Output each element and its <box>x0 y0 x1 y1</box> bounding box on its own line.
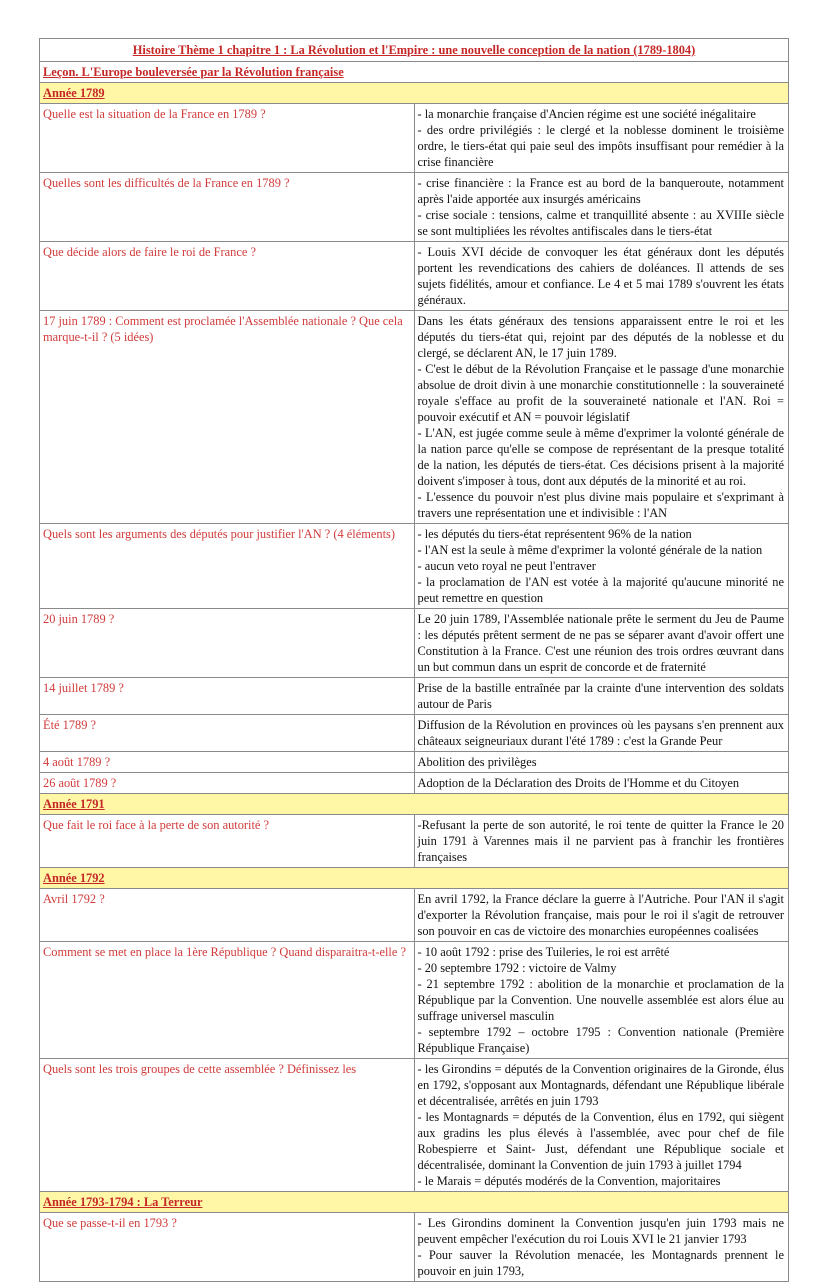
table-row <box>40 242 789 311</box>
answer-line: Abolition des privilèges <box>417 755 537 769</box>
question-cell: Avril 1792 ? <box>40 889 415 942</box>
answer-cell <box>414 1059 789 1192</box>
answer-cell <box>414 1213 789 1282</box>
answer-line: - septembre 1792 – octobre 1795 : Convention nationale (Première République Française) <box>417 1025 784 1055</box>
answer-cell <box>414 752 789 773</box>
answer-cell <box>414 104 789 173</box>
answer-cell <box>414 942 789 1059</box>
answer-cell <box>414 311 789 524</box>
answer-line: Dans les états généraux des tensions apparaissent entre le roi et les députés du tiers-état qui, rejoint par des députés de la noblesse et du clergé, se déclarent AN, le 17 juin 1789. <box>417 314 784 360</box>
answer-line: Diffusion de la Révolution en provinces où les paysans s'en prennent aux châteaux seigneuriaux durant l'été 1789 : c'est la Grande Peur <box>417 718 784 748</box>
question-cell: 20 juin 1789 ? <box>40 609 415 678</box>
answer-cell <box>414 773 789 794</box>
year-heading-row <box>40 868 789 889</box>
table-row <box>40 752 789 773</box>
answer-cell <box>414 815 789 868</box>
answer-line: - les Girondins = députés de la Convention originaires de la Gironde, élus en 1792, s'opposant aux Montagnards, défendant une République libérale et décentralisée, arrêtés en juin 1793 <box>417 1062 784 1108</box>
answer-line: - C'est le début de la Révolution Française et le passage d'une monarchie absolue de droit divin à une monarchie constitutionnelle : la souveraineté royale s'efface au profit de la souveraineté nationale et l'AN. Roi = pouvoir exécutif et AN = pouvoir législatif <box>417 362 784 424</box>
table-row <box>40 773 789 794</box>
table-row <box>40 1059 789 1192</box>
lesson-table-body <box>40 39 789 1282</box>
answer-cell <box>414 173 789 242</box>
answer-line: - L'AN, est jugée comme seule à même d'exprimer la volonté générale de la nation parce qu'elle se compose de représentant de la presque totalité de la nation, les députés de tiers-état. Ces décisions prisent à la majorité doivent s'imposer à tous, dont aux députés de la minorité et au roi. <box>417 426 784 488</box>
answer-line: En avril 1792, la France déclare la guerre à l'Autriche. Pour l'AN il s'agit d'exporter la Révolution française, mais pour le roi il s'agit de retrouver son pouvoir en cas de victoire des monarchies européennes coalisées <box>417 892 784 938</box>
answer-line: - les Montagnards = députés de la Convention, élus en 1792, qui siègent aux gradins les plus élevés à l'assemblée, avec pour chef de file Robespierre et Saint- Just, défendant une République sociale et décentralisée, dominant la Convention de juin 1793 à juillet 1794 <box>417 1110 784 1172</box>
question-cell: Que se passe-t-il en 1793 ? <box>40 1213 415 1282</box>
answer-line: - la proclamation de l'AN est votée à la majorité qu'aucune minorité ne peut remettre en question <box>417 575 784 605</box>
table-row <box>40 815 789 868</box>
answer-line: - L'essence du pouvoir n'est plus divine mais populaire et s'exprimant à travers une représentation une et indivisible : l'AN <box>417 490 784 520</box>
answer-line: - Pour sauver la Révolution menacée, les Montagnards prennent le pouvoir en juin 1793, <box>417 1248 784 1278</box>
answer-line: Adoption de la Déclaration des Droits de l'Homme et du Citoyen <box>417 776 740 790</box>
answer-line: - 21 septembre 1792 : abolition de la monarchie et proclamation de la République par la Convention. Une nouvelle assemblée est alors élue au suffrage universel masculin <box>417 977 784 1023</box>
answer-line: - l'AN est la seule à même d'exprimer la volonté générale de la nation <box>417 543 763 557</box>
question-cell: Quels sont les arguments des députés pour justifier l'AN ? (4 éléments) <box>40 524 415 609</box>
answer-line: -Refusant la perte de son autorité, le roi tente de quitter la France le 20 juin 1791 à Varennes mais il ne parvient pas à franchir les frontières françaises <box>417 818 784 864</box>
year-heading-row <box>40 1192 789 1213</box>
question-cell: Comment se met en place la 1ère République ? Quand disparaitra-t-elle ? <box>40 942 415 1059</box>
question-cell: Quelles sont les difficultés de la France en 1789 ? <box>40 173 415 242</box>
table-row <box>40 104 789 173</box>
table-row <box>40 889 789 942</box>
answer-line: - des ordre privilégiés : le clergé et la noblesse dominent le troisième ordre, le tiers-état qui paie seul des impôts insuffisant pour remédier à la crise financière <box>417 123 784 169</box>
lesson-heading: Leçon. L'Europe bouleversée par la Révolution française <box>40 62 789 83</box>
document-page <box>39 38 789 1282</box>
year-heading: Année 1791 <box>40 794 789 815</box>
question-cell: 26 août 1789 ? <box>40 773 415 794</box>
question-cell: 14 juillet 1789 ? <box>40 678 415 715</box>
answer-line: Le 20 juin 1789, l'Assemblée nationale prête le serment du Jeu de Paume : les députés prêtent serment de ne pas se séparer avant d'avoir offert une Constitution à la France. C'est une réunion des trois ordres œuvrant dans un but commun dans un esprit de concorde et de fraternité <box>417 612 784 674</box>
table-row <box>40 609 789 678</box>
table-row <box>40 678 789 715</box>
question-cell: Été 1789 ? <box>40 715 415 752</box>
table-row <box>40 715 789 752</box>
year-heading: Année 1792 <box>40 868 789 889</box>
question-cell: Quelle est la situation de la France en 1789 ? <box>40 104 415 173</box>
question-cell: Quels sont les trois groupes de cette assemblée ? Définissez les <box>40 1059 415 1192</box>
year-heading: Année 1793-1794 : La Terreur <box>40 1192 789 1213</box>
lesson-row <box>40 62 789 83</box>
answer-cell <box>414 242 789 311</box>
answer-cell <box>414 715 789 752</box>
answer-line: - 10 août 1792 : prise des Tuileries, le roi est arrêté <box>417 945 670 959</box>
year-heading-row <box>40 83 789 104</box>
answer-line: - crise sociale : tensions, calme et tranquillité absente : au XVIIIe siècle se sont multipliées les révoltes antifiscales dans le tiers-état <box>417 208 784 238</box>
table-row <box>40 942 789 1059</box>
table-row <box>40 311 789 524</box>
answer-line: - la monarchie française d'Ancien régime est une société inégalitaire <box>417 107 756 121</box>
year-heading: Année 1789 <box>40 83 789 104</box>
year-heading-row <box>40 794 789 815</box>
question-cell: 17 juin 1789 : Comment est proclamée l'Assemblée nationale ? Que cela marque-t-il ? (5 idées) <box>40 311 415 524</box>
answer-line: - le Marais = députés modérés de la Convention, majoritaires <box>417 1174 721 1188</box>
table-row <box>40 524 789 609</box>
lesson-table <box>39 38 789 1282</box>
title-row <box>40 39 789 62</box>
answer-cell <box>414 678 789 715</box>
answer-line: - crise financière : la France est au bord de la banqueroute, notamment après l'aide apportée aux insurgés américains <box>417 176 784 206</box>
table-row <box>40 173 789 242</box>
answer-line: - les députés du tiers-état représentent 96% de la nation <box>417 527 692 541</box>
table-row <box>40 1213 789 1282</box>
question-cell: Que fait le roi face à la perte de son autorité ? <box>40 815 415 868</box>
question-cell: Que décide alors de faire le roi de France ? <box>40 242 415 311</box>
page-title: Histoire Thème 1 chapitre 1 : La Révolution et l'Empire : une nouvelle conception de la nation (1789-1804) <box>40 39 789 62</box>
answer-cell <box>414 609 789 678</box>
answer-line: - 20 septembre 1792 : victoire de Valmy <box>417 961 617 975</box>
answer-line: - Les Girondins dominent la Convention jusqu'en juin 1793 mais ne peuvent empêcher l'exécution du roi Louis XVI le 21 janvier 1793 <box>417 1216 784 1246</box>
answer-line: - Louis XVI décide de convoquer les état généraux dont les députés portent les revendications des cahiers de doléances. Il attends de ses sujets fidélités, amour et confiance. Le 4 et 5 mai 1789 s'ouvrent les états généraux. <box>417 245 784 307</box>
answer-line: - aucun veto royal ne peut l'entraver <box>417 559 596 573</box>
answer-line: Prise de la bastille entraînée par la crainte d'une intervention des soldats autour de Paris <box>417 681 784 711</box>
answer-cell <box>414 524 789 609</box>
answer-cell <box>414 889 789 942</box>
question-cell: 4 août 1789 ? <box>40 752 415 773</box>
